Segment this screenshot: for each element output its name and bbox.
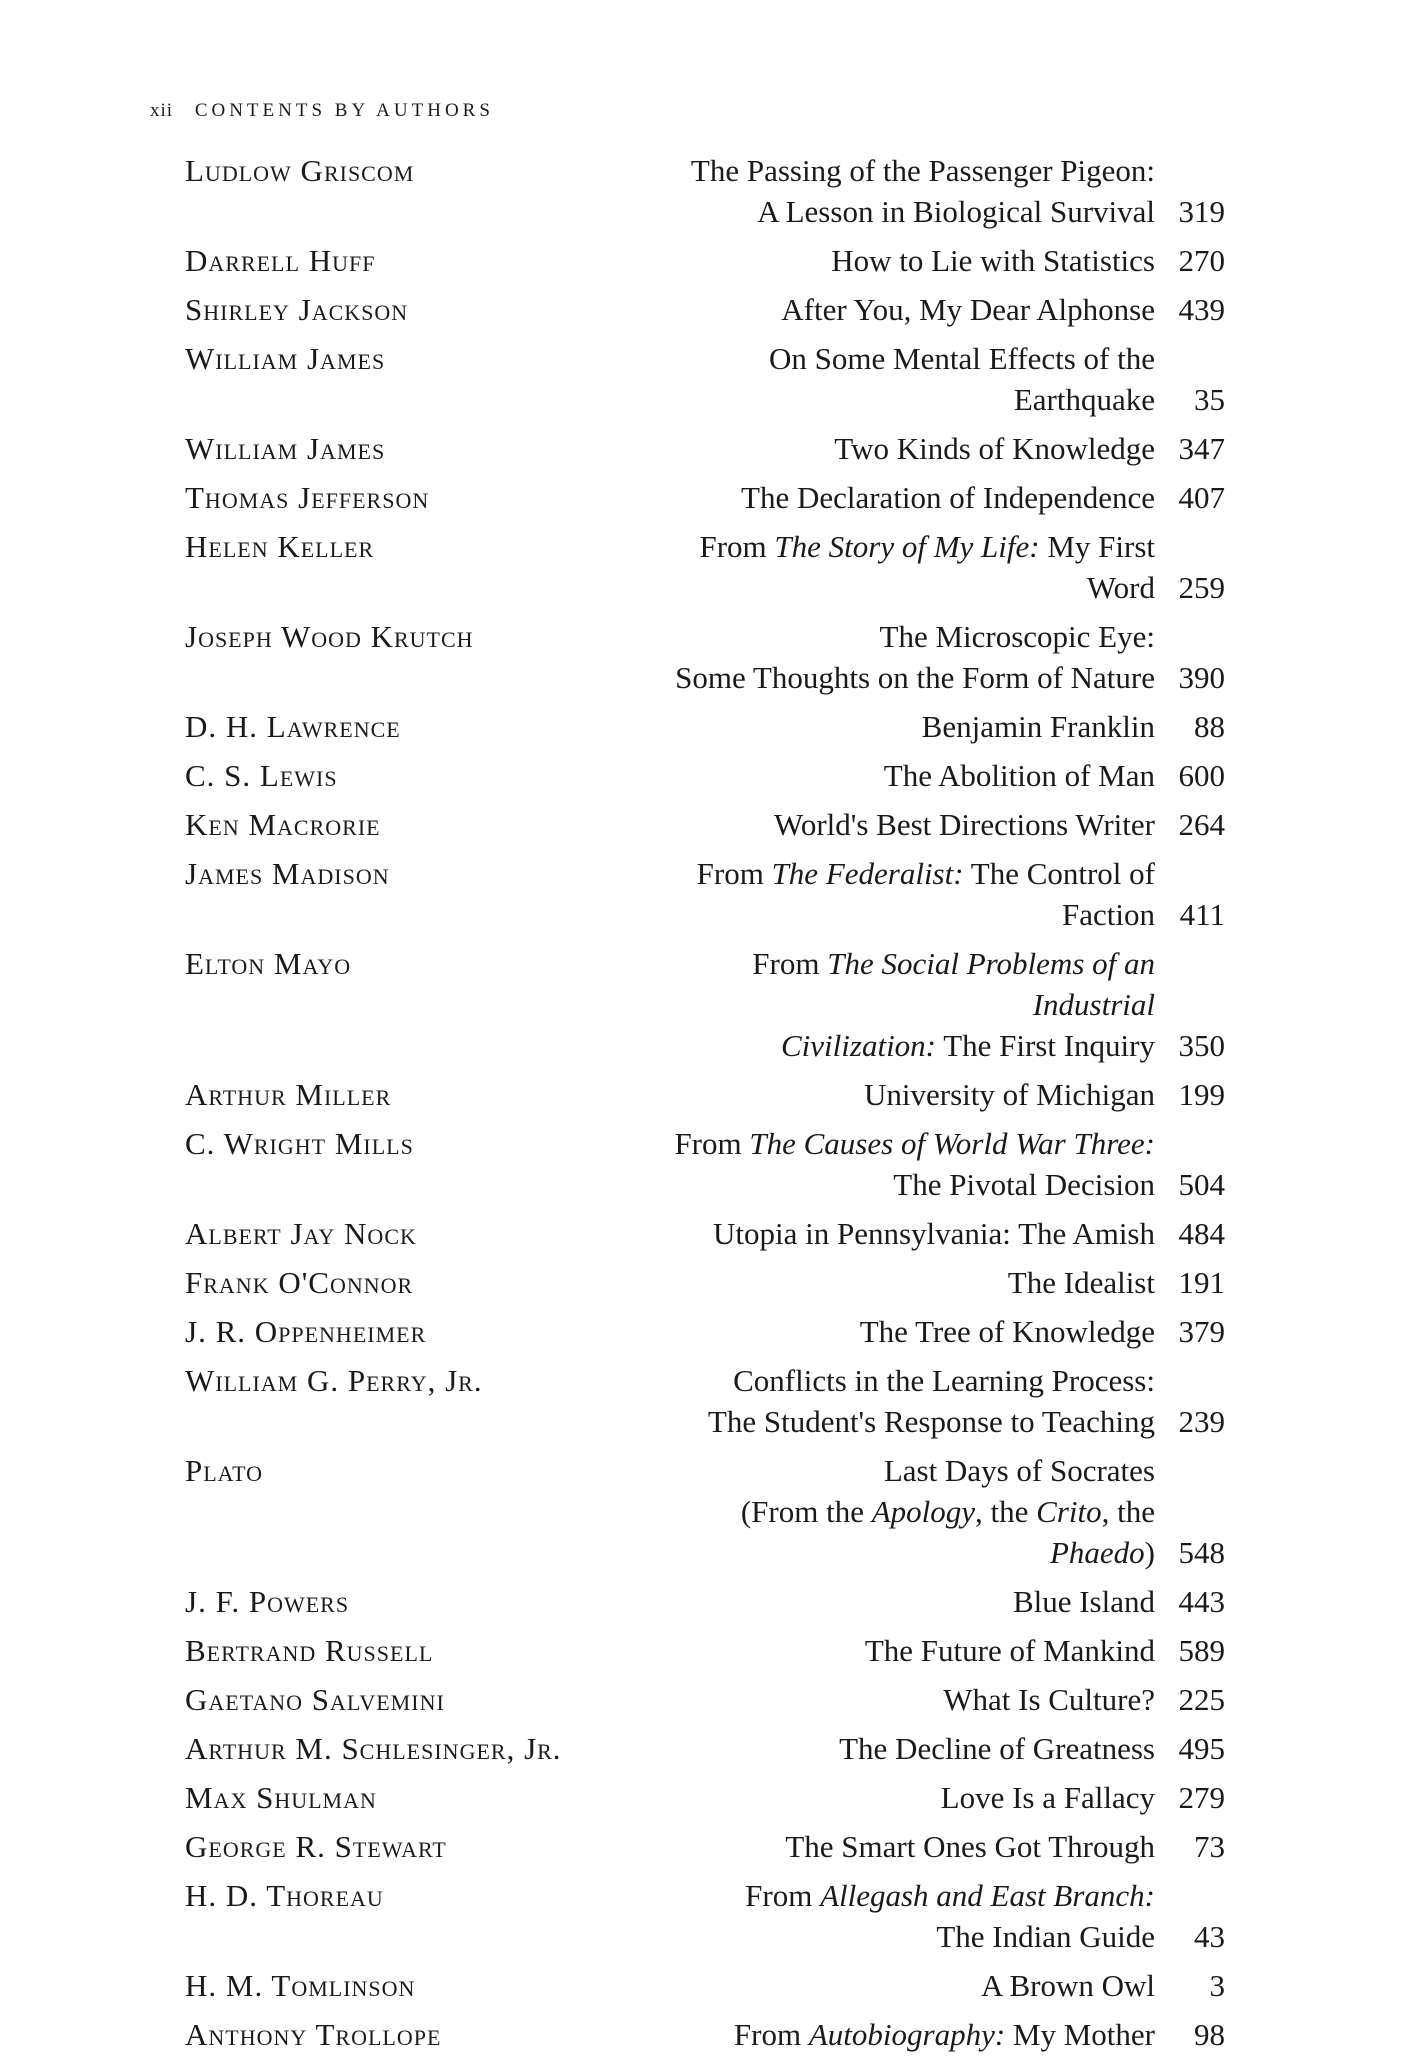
entry-page-number: 439 [1178, 292, 1225, 327]
contents-entry [185, 1728, 1225, 1769]
contents-entry [185, 1262, 1225, 1303]
entry-title-line [665, 338, 1155, 420]
contents-entry [185, 1074, 1225, 1115]
entry-author: Darrell Huff [185, 243, 376, 278]
entry-author: Elton Mayo [185, 946, 352, 981]
contents-entry [185, 477, 1225, 518]
entry-page-number: 600 [1178, 758, 1225, 793]
entry-author: Anthony Trollope [185, 2017, 442, 2052]
entry-page-number: 259 [1178, 570, 1225, 605]
contents-entry [185, 616, 1225, 698]
entry-title-line [665, 150, 1155, 191]
contents-entry [185, 1360, 1225, 1442]
contents-entry [185, 1965, 1225, 2006]
title-segment: The Abolition of Man [883, 758, 1155, 793]
contents-entry [185, 755, 1225, 796]
italic-title-segment: Allegash and East Branch: [820, 1878, 1155, 1913]
contents-entry [185, 1777, 1225, 1818]
contents-entry [185, 1450, 1225, 1573]
italic-title-segment: Autobiography: [808, 2017, 1006, 2052]
entry-title [665, 1074, 1155, 1115]
entry-author: Helen Keller [185, 529, 375, 564]
entry-page-number: 319 [1178, 194, 1225, 229]
entry-title-line [665, 1164, 1155, 1205]
title-segment: From [674, 1126, 750, 1161]
entry-title-line [665, 616, 1155, 657]
entry-title-line [665, 1875, 1155, 1916]
title-segment: The Decline of Greatness [839, 1731, 1155, 1766]
contents-entry [185, 428, 1225, 469]
entry-title [665, 1679, 1155, 1720]
title-segment: The Passing of the Passenger Pigeon: [690, 153, 1155, 188]
entry-title [665, 616, 1155, 698]
entry-title [665, 240, 1155, 281]
entry-title-line [665, 289, 1155, 330]
entry-page-number: 548 [1178, 1535, 1225, 1570]
title-segment: The First Inquiry [936, 1028, 1155, 1063]
entry-title [665, 2014, 1155, 2055]
entry-title [665, 150, 1155, 232]
contents-entry [185, 1213, 1225, 1254]
entry-page-number: 495 [1178, 1731, 1225, 1766]
entry-title [665, 804, 1155, 845]
entry-title [665, 1123, 1155, 1205]
entry-title [665, 1213, 1155, 1254]
entry-title [665, 943, 1155, 1066]
entry-author: William James [185, 431, 386, 466]
entry-title-line [665, 1360, 1155, 1401]
title-segment: From [745, 1878, 821, 1913]
entry-title-line [665, 1777, 1155, 1818]
entry-title-line [665, 1581, 1155, 1622]
entry-author: Shirley Jackson [185, 292, 409, 327]
entry-title-line [665, 1728, 1155, 1769]
title-segment: The Student's Response to Teaching [707, 1404, 1155, 1439]
title-segment: What Is Culture? [943, 1682, 1155, 1717]
entry-page-number: 270 [1178, 243, 1225, 278]
entry-title-line [665, 1916, 1155, 1957]
entry-title [665, 853, 1155, 935]
title-segment: On Some Mental Effects of the Earthquake [769, 341, 1155, 417]
title-segment: The Indian Guide [936, 1919, 1155, 1954]
entry-title [665, 755, 1155, 796]
title-segment: The Microscopic Eye: [879, 619, 1155, 654]
contents-entry [185, 1826, 1225, 1867]
entry-author: Arthur M. Schlesinger, Jr. [185, 1731, 562, 1766]
title-segment: Two Kinds of Knowledge [834, 431, 1155, 466]
entry-title [665, 1728, 1155, 1769]
contents-entry [185, 1123, 1225, 1205]
entry-title-line [665, 943, 1155, 1025]
entry-author: C. Wright Mills [185, 1126, 414, 1161]
entry-author: James Madison [185, 856, 390, 891]
entry-title-line [665, 477, 1155, 518]
entry-title [665, 1450, 1155, 1573]
title-segment: After You, My Dear Alphonse [781, 292, 1155, 327]
entry-page-number: 98 [1194, 2017, 1225, 2052]
entry-title-line [665, 706, 1155, 747]
entry-title [665, 1965, 1155, 2006]
entry-title [665, 289, 1155, 330]
entry-title-line [665, 526, 1155, 608]
entry-page-number: 484 [1178, 1216, 1225, 1251]
entry-page-number: 88 [1194, 709, 1225, 744]
contents-entry [185, 2014, 1225, 2055]
entry-title-line [665, 755, 1155, 796]
entry-author: William James [185, 341, 386, 376]
contents-entry [185, 240, 1225, 281]
title-segment: Some Thoughts on the Form of Nature [675, 660, 1155, 695]
entry-title [665, 1777, 1155, 1818]
entry-page-number: 279 [1178, 1780, 1225, 1815]
title-segment: Last Days of Socrates [883, 1453, 1155, 1488]
entry-title [665, 526, 1155, 608]
running-head-title: CONTENTS BY AUTHORS [194, 100, 494, 121]
entry-author: H. M. Tomlinson [185, 1968, 416, 2003]
entry-title [665, 338, 1155, 420]
italic-title-segment: Phaedo [1049, 1535, 1145, 1570]
entry-author: H. D. Thoreau [185, 1878, 384, 1913]
entry-title [665, 1826, 1155, 1867]
entry-page-number: 589 [1178, 1633, 1225, 1668]
title-segment: From [699, 529, 775, 564]
entry-title-line [665, 1965, 1155, 2006]
entry-author: J. F. Powers [185, 1584, 350, 1619]
entry-title [665, 1311, 1155, 1352]
title-segment: My Mother [1005, 2017, 1155, 2052]
entry-author: Joseph Wood Krutch [185, 619, 474, 654]
entry-title-line [665, 1213, 1155, 1254]
italic-title-segment: Crito [1036, 1494, 1102, 1529]
entry-title [665, 1875, 1155, 1957]
title-segment: From [733, 2017, 809, 2052]
entry-page-number: 390 [1178, 660, 1225, 695]
entry-title-line [665, 1025, 1155, 1066]
entry-page-number: 43 [1194, 1919, 1225, 1954]
entry-author: George R. Stewart [185, 1829, 447, 1864]
entry-author: D. H. Lawrence [185, 709, 401, 744]
contents-entry [185, 526, 1225, 608]
italic-title-segment: The Federalist: [771, 856, 964, 891]
entry-page-number: 191 [1178, 1265, 1225, 1300]
entry-page-number: 199 [1178, 1077, 1225, 1112]
entry-title [665, 1262, 1155, 1303]
title-segment: The Control of Faction [963, 856, 1155, 932]
contents-entry [185, 1630, 1225, 1671]
entry-author: J. R. Oppenheimer [185, 1314, 427, 1349]
entry-page-number: 347 [1178, 431, 1225, 466]
entry-title-line [665, 1826, 1155, 1867]
title-segment: Utopia in Pennsylvania: The Amish [712, 1216, 1155, 1251]
entry-author: Bertrand Russell [185, 1633, 434, 1668]
entry-title-line [665, 2014, 1155, 2055]
entry-title [665, 706, 1155, 747]
entry-title [665, 1630, 1155, 1671]
entry-title-line [665, 1262, 1155, 1303]
running-head [150, 100, 494, 122]
entry-page-number: 350 [1178, 1028, 1225, 1063]
entry-title-line [665, 853, 1155, 935]
entry-title-line [665, 1401, 1155, 1442]
contents-entry [185, 1311, 1225, 1352]
entry-author: Ken Macrorie [185, 807, 381, 842]
contents-entry [185, 1679, 1225, 1720]
entry-author: Max Shulman [185, 1780, 377, 1815]
contents-entry [185, 706, 1225, 747]
contents-entry [185, 943, 1225, 1066]
title-segment: , the [975, 1494, 1037, 1529]
title-segment: , the [1101, 1494, 1155, 1529]
contents-entry [185, 853, 1225, 935]
entry-title [665, 428, 1155, 469]
entry-page-number: 225 [1178, 1682, 1225, 1717]
contents-list [185, 150, 1225, 2063]
entry-title-line [665, 1491, 1155, 1573]
contents-entry [185, 1581, 1225, 1622]
entry-page-number: 73 [1194, 1829, 1225, 1864]
entry-title-line [665, 240, 1155, 281]
title-segment: Love Is a Fallacy [940, 1780, 1155, 1815]
entry-title-line [665, 657, 1155, 698]
entry-title-line [665, 1450, 1155, 1491]
italic-title-segment: Civilization: [781, 1028, 936, 1063]
entry-title [665, 1581, 1155, 1622]
title-segment: The Idealist [1007, 1265, 1155, 1300]
title-segment: Benjamin Franklin [921, 709, 1155, 744]
title-segment: (From the [740, 1494, 872, 1529]
italic-title-segment: Apology [871, 1494, 976, 1529]
entry-author: Frank O'Connor [185, 1265, 414, 1300]
title-segment: The Smart Ones Got Through [785, 1829, 1155, 1864]
contents-entry [185, 150, 1225, 232]
title-segment: The Tree of Knowledge [859, 1314, 1155, 1349]
title-segment: From [752, 946, 828, 981]
title-segment: Blue Island [1012, 1584, 1155, 1619]
title-segment: The Pivotal Decision [893, 1167, 1155, 1202]
entry-author: Ludlow Griscom [185, 153, 415, 188]
entry-author: William G. Perry, Jr. [185, 1363, 483, 1398]
entry-author: Arthur Miller [185, 1077, 392, 1112]
title-segment: The Declaration of Independence [741, 480, 1155, 515]
entry-author: Albert Jay Nock [185, 1216, 417, 1251]
entry-author: Thomas Jefferson [185, 480, 430, 515]
entry-page-number: 407 [1178, 480, 1225, 515]
entry-page-number: 239 [1178, 1404, 1225, 1439]
entry-page-number: 504 [1178, 1167, 1225, 1202]
italic-title-segment: The Story of My Life: [774, 529, 1040, 564]
title-segment: Conflicts in the Learning Process: [733, 1363, 1155, 1398]
entry-page-number: 379 [1178, 1314, 1225, 1349]
contents-entry [185, 804, 1225, 845]
entry-title [665, 477, 1155, 518]
title-segment: A Brown Owl [981, 1968, 1155, 2003]
entry-title-line [665, 1123, 1155, 1164]
entry-title-line [665, 804, 1155, 845]
italic-title-segment: The Causes of World War Three: [749, 1126, 1155, 1161]
entry-title-line [665, 1074, 1155, 1115]
contents-entry [185, 1875, 1225, 1957]
title-segment: How to Lie with Statistics [831, 243, 1155, 278]
title-segment: A Lesson in Biological Survival [757, 194, 1155, 229]
title-segment: My First Word [1039, 529, 1155, 605]
title-segment: ) [1144, 1535, 1155, 1570]
entry-page-number: 443 [1178, 1584, 1225, 1619]
entry-title-line [665, 1311, 1155, 1352]
italic-title-segment: The Social Problems of an Industrial [827, 946, 1155, 1022]
entry-author: C. S. Lewis [185, 758, 338, 793]
entry-title-line [665, 1679, 1155, 1720]
page-folio: xii [150, 100, 174, 121]
entry-title-line [665, 1630, 1155, 1671]
entry-title-line [665, 428, 1155, 469]
entry-page-number: 264 [1178, 807, 1225, 842]
contents-entry [185, 338, 1225, 420]
entry-page-number: 35 [1194, 382, 1225, 417]
contents-entry [185, 289, 1225, 330]
entry-page-number: 3 [1209, 1968, 1225, 2003]
entry-title [665, 1360, 1155, 1442]
entry-title-line [665, 191, 1155, 232]
title-segment: From [696, 856, 772, 891]
title-segment: World's Best Directions Writer [774, 807, 1155, 842]
title-segment: The Future of Mankind [864, 1633, 1155, 1668]
entry-page-number: 411 [1179, 897, 1225, 932]
entry-author: Gaetano Salvemini [185, 1682, 445, 1717]
entry-author: Plato [185, 1453, 264, 1488]
title-segment: University of Michigan [863, 1077, 1155, 1112]
